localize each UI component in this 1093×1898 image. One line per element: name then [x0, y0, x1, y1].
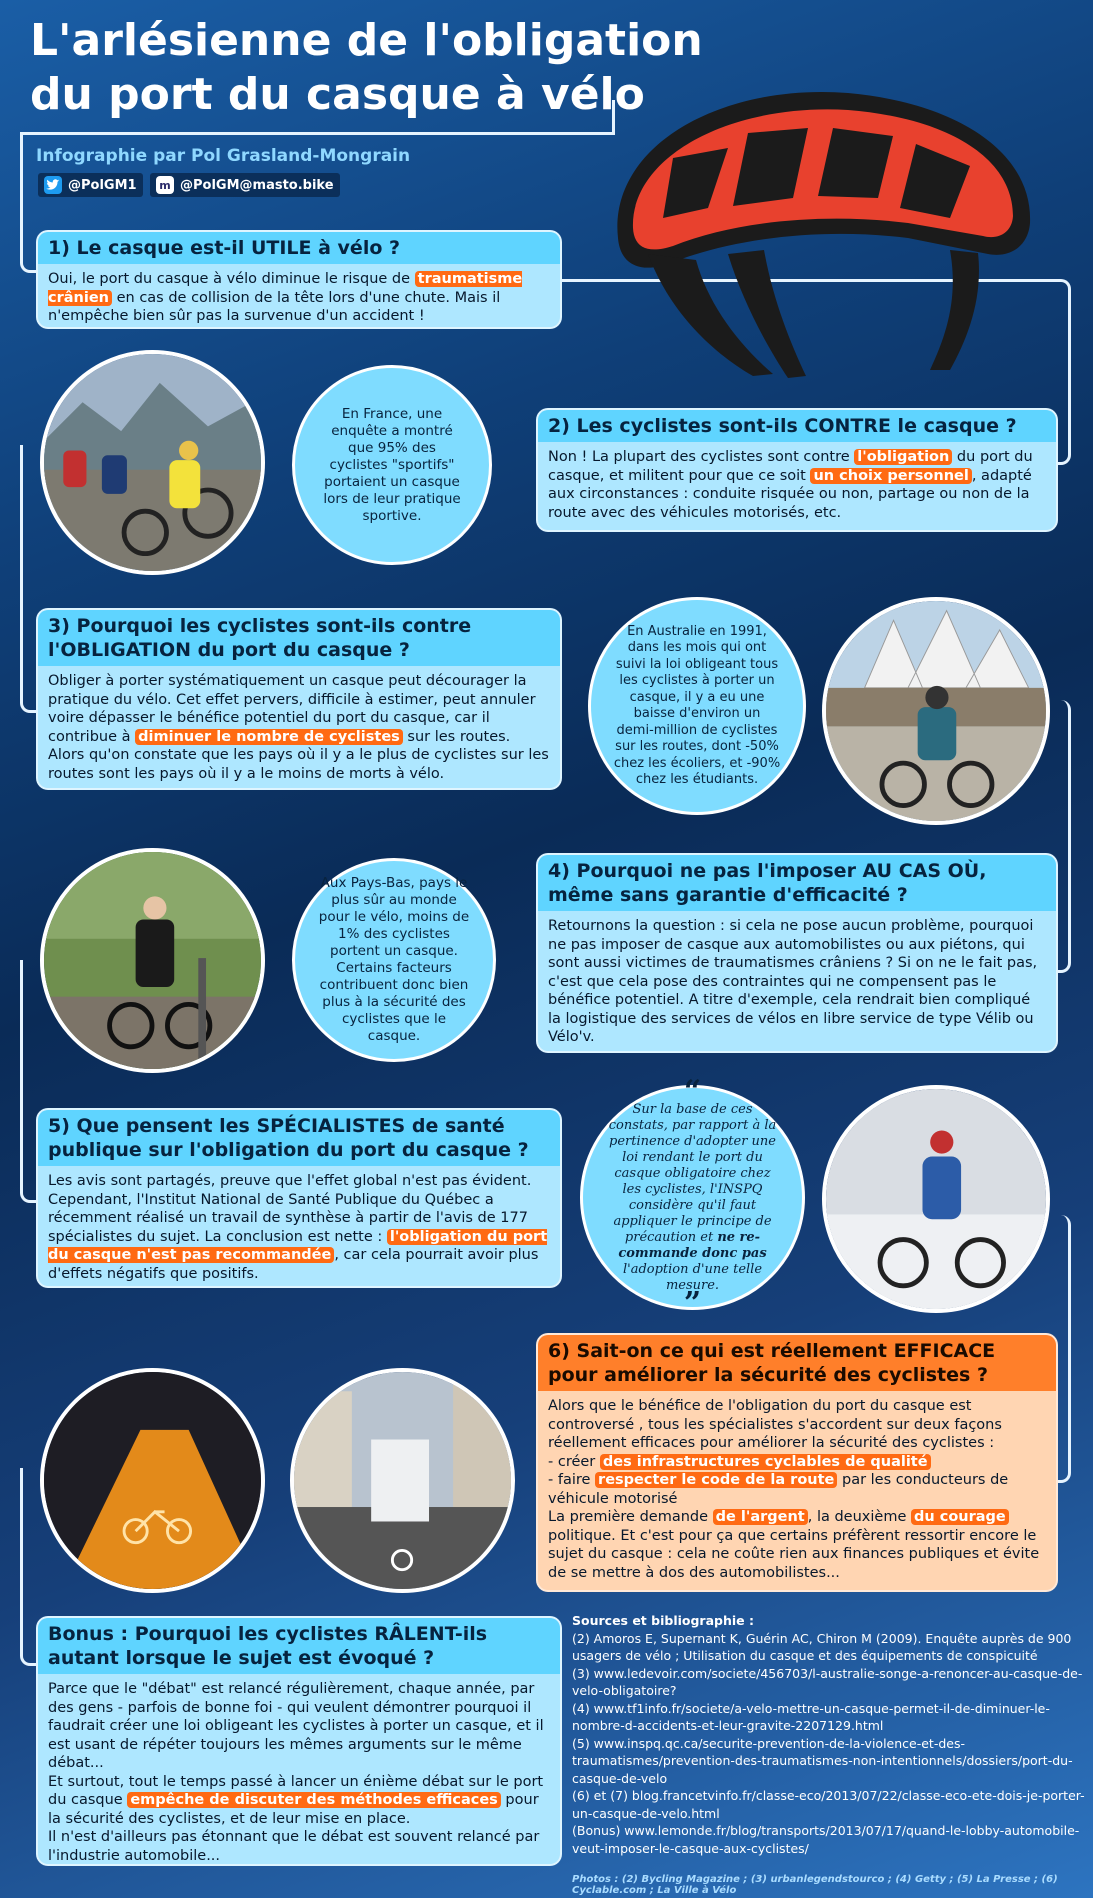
bubble-france: En France, une enquête a montré que 95% des cyclistes "sportifs" portaient un casque lors de leur pratique sportive.	[292, 365, 492, 565]
section-bonus	[38, 1618, 560, 1864]
highlight-methodes-efficaces: empêche de discuter des méthodes efficaces	[127, 1792, 500, 1808]
highlight-traumatisme: traumatisme crânien	[48, 271, 523, 306]
section-6-item-infra	[548, 1453, 1046, 1472]
source-link[interactable]: (5) www.inspq.qc.ca/securite-prevention-de-la-violence-et-des-traumatismes/prevention-des-traumatismes-non-intentionnels/dossiers/port-du-casque-de-velo	[572, 1735, 1073, 1786]
bonus-para-2	[48, 1773, 550, 1829]
section-6-text-5: La première demande	[548, 1509, 713, 1525]
section-1	[38, 232, 560, 327]
section-2	[538, 410, 1056, 530]
section-1-heading: 1) Le casque est-il UTILE à vélo ?	[38, 232, 560, 264]
title-line-1: L'arlésienne de l'obligation	[30, 15, 703, 66]
section-6-text-4: par les conducteurs de véhicule motorisé	[548, 1472, 1009, 1507]
section-2-body	[538, 442, 1056, 528]
section-6-text-3: - faire	[548, 1472, 596, 1488]
photo-dutch-cyclist	[40, 848, 265, 1073]
quote-open-mark: “	[683, 1073, 702, 1109]
section-6-text: Alors que le bénéfice de l'obligation du port du casque est controversé , tous les spécialistes s'accordent sur deux façons réellement efficaces pour améliorer la sécurité des cyclistes :	[548, 1398, 1002, 1451]
bonus-body	[38, 1674, 560, 1864]
section-5-heading: 5) Que pensent les SPÉCIALISTES de santé publique sur l'obligation du port du casque ?	[38, 1110, 560, 1166]
section-3-text-2: sur les routes. Alors qu'on constate que les pays où il y a le plus de cyclistes sur les routes sont les pays où il y a le moins de morts à vélo.	[48, 728, 549, 782]
source-link[interactable]: (3) www.ledevoir.com/societe/456703/l-australie-songe-a-renoncer-au-casque-de-velo-obligatoire?	[572, 1665, 1083, 1698]
page-title	[30, 14, 703, 122]
quote-bold: ne re-commande donc pas	[618, 1229, 767, 1261]
bubble-netherlands: Aux Pays-Bas, pays le plus sûr au monde pour le vélo, moins de 1% des cyclistes portent un casque. Certains facteurs contribuent donc bien plus à la sécurité des cyclistes que le casque.	[292, 858, 496, 1062]
section-6	[538, 1335, 1056, 1590]
highlight-obligation: l'obligation	[854, 449, 952, 465]
section-1-body	[38, 264, 560, 327]
section-2-text-3: , adapté aux circonstances : conduite risquée ou non, partage ou non de la route avec des véhicules motorisés, etc.	[548, 467, 1032, 521]
section-3-text: Obliger à porter systématiquement un casque peut décourager la pratique du vélo. Cet effet pervers, difficile à estimer, peut annuler voire dépasser le bénéfice potentiel du port du casque, car il contribue à	[48, 673, 536, 745]
title-line-2: du port du casque à vélo	[30, 69, 645, 120]
section-4-heading: 4) Pourquoi ne pas l'imposer AU CAS OÙ, même sans garantie d'efficacité ?	[538, 855, 1056, 911]
source-item: (2) Amoros E, Supernant K, Guérin AC, Chiron M (2009). Enquête auprès de 900 usagers de vélo ; Utilisation du casque et des équipements de conspicuité	[572, 1630, 1072, 1663]
twitter-bird-icon	[44, 176, 62, 194]
section-5-body	[38, 1166, 560, 1286]
mastodon-icon: m	[156, 176, 174, 194]
section-6-body	[538, 1391, 1056, 1588]
bonus-text-4: Il n'est d'ailleurs pas étonnant que le débat est souvent relancé par l'industrie automobile...	[48, 1829, 540, 1864]
section-6-conclusion	[548, 1508, 1046, 1582]
helmet-illustration	[578, 58, 1058, 390]
section-6-item-code	[548, 1471, 1046, 1508]
photo-sydney-cyclist	[822, 597, 1050, 825]
mastodon-handle[interactable]	[150, 173, 340, 197]
section-3-heading: 3) Pourquoi les cyclistes sont-ils contre l'OBLIGATION du port du casque ?	[38, 610, 560, 666]
bonus-text-3: pour la sécurité des cyclistes, et de leur mise en place.	[48, 1792, 539, 1827]
bonus-text-2: Et surtout, tout le temps passé à lancer un énième débat sur le port du casque	[48, 1773, 544, 1808]
source-link[interactable]: (Bonus) www.lemonde.fr/blog/transports/2013/07/17/quand-le-lobby-automobile-veut-imposer-le-casque-aux-cyclistes/	[572, 1823, 1080, 1856]
twitter-handle-text: @PolGM1	[68, 177, 137, 193]
twitter-handle[interactable]	[38, 173, 143, 197]
section-2-text: Non ! La plupart des cyclistes sont contre	[548, 449, 855, 465]
section-5-text-2: , car cela pourrait avoir plus d'effets négatifs que positifs.	[48, 1247, 539, 1282]
source-link[interactable]: (4) www.tf1info.fr/societe/a-velo-mettre-un-casque-permet-il-de-diminuer-le-nombre-d-accidents-et-leur-gravite-2207129.html	[572, 1700, 1050, 1733]
bubble-australia: En Australie en 1991, dans les mois qui ont suivi la loi obligeant tous les cyclistes à porter un casque, il y a eu une baisse d'environ un demi-million de cyclistes sur les routes, dont -50% chez les écoliers, et -90% chez les étudiants.	[588, 597, 806, 815]
section-5-text: Les avis sont partagés, preuve que l'effet global n'est pas évident. Cependant, l'Institut National de Santé Publique du Québec a récemment réalisé un travail de synthèse à partir de l'avis de 177 spécialistes du sujet. La conclusion est nette :	[48, 1173, 532, 1245]
mastodon-handle-text: @PolGM@masto.bike	[180, 177, 334, 193]
highlight-diminuer-cyclistes: diminuer le nombre de cyclistes	[135, 729, 403, 745]
quote-text-2: l'adoption d'une telle mesure.	[622, 1261, 763, 1293]
photo-credits: Photos : (2) Bycling Magazine ; (3) urbanlegendstourco ; (4) Getty ; (5) La Presse ; (6) Cyclable.com ; La Ville à Vélo	[572, 1874, 1058, 1896]
section-2-heading: 2) Les cyclistes sont-ils CONTRE le casque ?	[538, 410, 1056, 442]
section-6-text-6: , la deuxième	[807, 1509, 911, 1525]
section-4-body: Retournons la question : si cela ne pose aucun problème, pourquoi ne pas imposer de casque aux automobilistes ou aux piétons, qui sont aussi victimes de traumatismes crâniens ? Si on ne le fait pas, c'est que cela pose des contraintes qui ne compensent pas le bénéfice potentiel. A titre d'exemple, cela rendrait bien compliqué la logistique des services de vélos en libre service de type Vélib ou Vélo'v.	[548, 918, 1038, 1045]
highlight-non-recommandee: l'obligation du port du casque n'est pas recommandée	[48, 1228, 548, 1263]
section-6-text-7: politique. Et c'est pour ça que certains préfèrent ressortir encore le sujet du casque : cela ne coûte rien aux finances publiques et évite de se mettre à dos des automobilistes...	[548, 1527, 1040, 1581]
photo-cyclists-race	[40, 350, 265, 575]
sources-title: Sources et bibliographie :	[572, 1613, 754, 1628]
highlight-choix-personnel: un choix personnel	[810, 468, 971, 484]
highlight-courage: du courage	[911, 1509, 1009, 1525]
bonus-text: Parce que le "débat" est relancé régulièrement, chaque année, par des gens - parfois de bonne foi - qui veulent démontrer pourquoi il faudrait créer une loi obligeant les cyclistes à porter un casque, et il est usant de répéter toujours les mêmes arguments sur le même débat...	[48, 1681, 544, 1771]
section-1-text: Oui, le port du casque à vélo diminue le risque de	[48, 271, 415, 287]
quote-inspq	[580, 1073, 805, 1321]
quote-text-1: Sur la base de ces constats, par rapport à la pertinence d'adopter une loi rendant le port du casque obligatoire chez les cyclistes, l'INSPQ considère qu'il faut appliquer le principe de précaution et	[608, 1101, 777, 1245]
section-6-text-2: - créer	[548, 1453, 600, 1470]
section-2-text-2: du port du casque, et militent pour que ce soit	[548, 449, 1033, 484]
section-6-heading: 6) Sait-on ce qui est réellement EFFICACE pour améliorer la sécurité des cyclistes ?	[538, 1335, 1056, 1391]
highlight-argent: de l'argent	[713, 1509, 808, 1525]
title-underline	[20, 132, 615, 135]
section-3	[38, 610, 560, 788]
byline: Infographie par Pol Grasland-Mongrain	[36, 146, 411, 166]
highlight-infrastructures: des infrastructures cyclables de qualité	[600, 1454, 931, 1470]
section-5	[38, 1110, 560, 1286]
source-link[interactable]: (6) et (7) blog.francetvinfo.fr/classe-eco/2013/07/22/classe-eco-ete-dois-je-porter-un-casque-de-velo.html	[572, 1788, 1085, 1821]
quote-close-mark: ”	[683, 1285, 702, 1321]
highlight-code-route: respecter le code de la route	[595, 1472, 837, 1488]
section-1-text-2: en cas de collision de la tête lors d'une chute. Mais il n'empêche bien sûr pas la survenue d'un accident !	[48, 289, 501, 324]
quote-text	[607, 1102, 778, 1294]
section-3-body	[38, 666, 560, 788]
section-4	[538, 855, 1056, 1051]
sources	[572, 1612, 1087, 1857]
photo-bike-lane-night	[40, 1368, 265, 1593]
photo-truck-bike-lane	[290, 1368, 515, 1593]
bonus-heading: Bonus : Pourquoi les cyclistes RÂLENT-ils autant lorsque le sujet est évoqué ?	[38, 1618, 560, 1674]
photo-snow-cyclist	[822, 1085, 1050, 1313]
